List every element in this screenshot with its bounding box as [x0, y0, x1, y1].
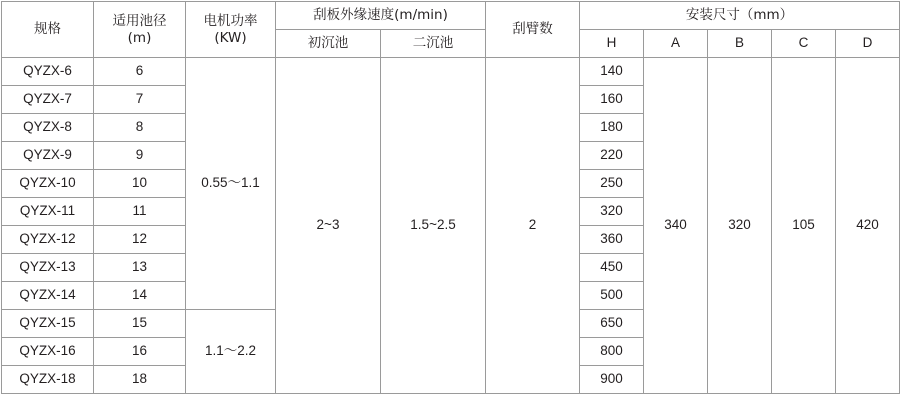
cell-spec: QYZX-13	[2, 254, 94, 282]
cell-diameter: 18	[94, 366, 186, 394]
header-a: A	[644, 30, 708, 58]
header-b: B	[708, 30, 772, 58]
cell-spec: QYZX-16	[2, 338, 94, 366]
header-power-line1: 电机功率	[203, 12, 258, 29]
specification-table	[1, 1, 900, 394]
cell-power-upper: 0.55～1.1	[186, 58, 276, 310]
cell-speed-secondary: 1.5~2.5	[381, 58, 486, 394]
cell-a: 340	[644, 58, 708, 394]
cell-speed-primary: 2~3	[276, 58, 381, 394]
header-speed-group: 刮板外缘速度(m/min)	[276, 2, 486, 30]
cell-spec: QYZX-14	[2, 282, 94, 310]
cell-h: 140	[580, 58, 644, 86]
table-header-row-1	[2, 2, 900, 30]
header-arms: 刮臂数	[486, 2, 580, 58]
header-install-group: 安装尺寸（mm）	[580, 2, 900, 30]
cell-spec: QYZX-10	[2, 170, 94, 198]
header-diameter-line2: (m)	[127, 29, 152, 46]
header-spec: 规格	[2, 2, 94, 58]
cell-diameter: 13	[94, 254, 186, 282]
cell-diameter: 12	[94, 226, 186, 254]
cell-spec: QYZX-11	[2, 198, 94, 226]
cell-b: 320	[708, 58, 772, 394]
cell-spec: QYZX-7	[2, 86, 94, 114]
cell-d: 420	[836, 58, 900, 394]
table-row	[2, 58, 900, 86]
cell-spec: QYZX-6	[2, 58, 94, 86]
cell-diameter: 14	[94, 282, 186, 310]
cell-spec: QYZX-18	[2, 366, 94, 394]
cell-h: 320	[580, 198, 644, 226]
cell-c: 105	[772, 58, 836, 394]
header-diameter-line1: 适用池径	[112, 12, 167, 29]
cell-diameter: 7	[94, 86, 186, 114]
cell-h: 180	[580, 114, 644, 142]
cell-arms: 2	[486, 58, 580, 394]
header-d: D	[836, 30, 900, 58]
cell-h: 650	[580, 310, 644, 338]
header-diameter	[94, 2, 186, 58]
cell-h: 450	[580, 254, 644, 282]
header-power-line2: (KW)	[214, 29, 247, 46]
cell-h: 500	[580, 282, 644, 310]
cell-h: 250	[580, 170, 644, 198]
cell-spec: QYZX-8	[2, 114, 94, 142]
header-speed-primary: 初沉池	[276, 30, 381, 58]
cell-spec: QYZX-9	[2, 142, 94, 170]
cell-h: 160	[580, 86, 644, 114]
cell-diameter: 16	[94, 338, 186, 366]
cell-diameter: 15	[94, 310, 186, 338]
cell-h: 220	[580, 142, 644, 170]
cell-diameter: 6	[94, 58, 186, 86]
cell-diameter: 9	[94, 142, 186, 170]
cell-h: 360	[580, 226, 644, 254]
cell-spec: QYZX-15	[2, 310, 94, 338]
header-power	[186, 2, 276, 58]
cell-power-lower: 1.1～2.2	[186, 310, 276, 394]
header-c: C	[772, 30, 836, 58]
cell-spec: QYZX-12	[2, 226, 94, 254]
header-h: H	[580, 30, 644, 58]
cell-diameter: 11	[94, 198, 186, 226]
cell-diameter: 10	[94, 170, 186, 198]
cell-h: 900	[580, 366, 644, 394]
cell-h: 800	[580, 338, 644, 366]
header-speed-secondary: 二沉池	[381, 30, 486, 58]
cell-diameter: 8	[94, 114, 186, 142]
